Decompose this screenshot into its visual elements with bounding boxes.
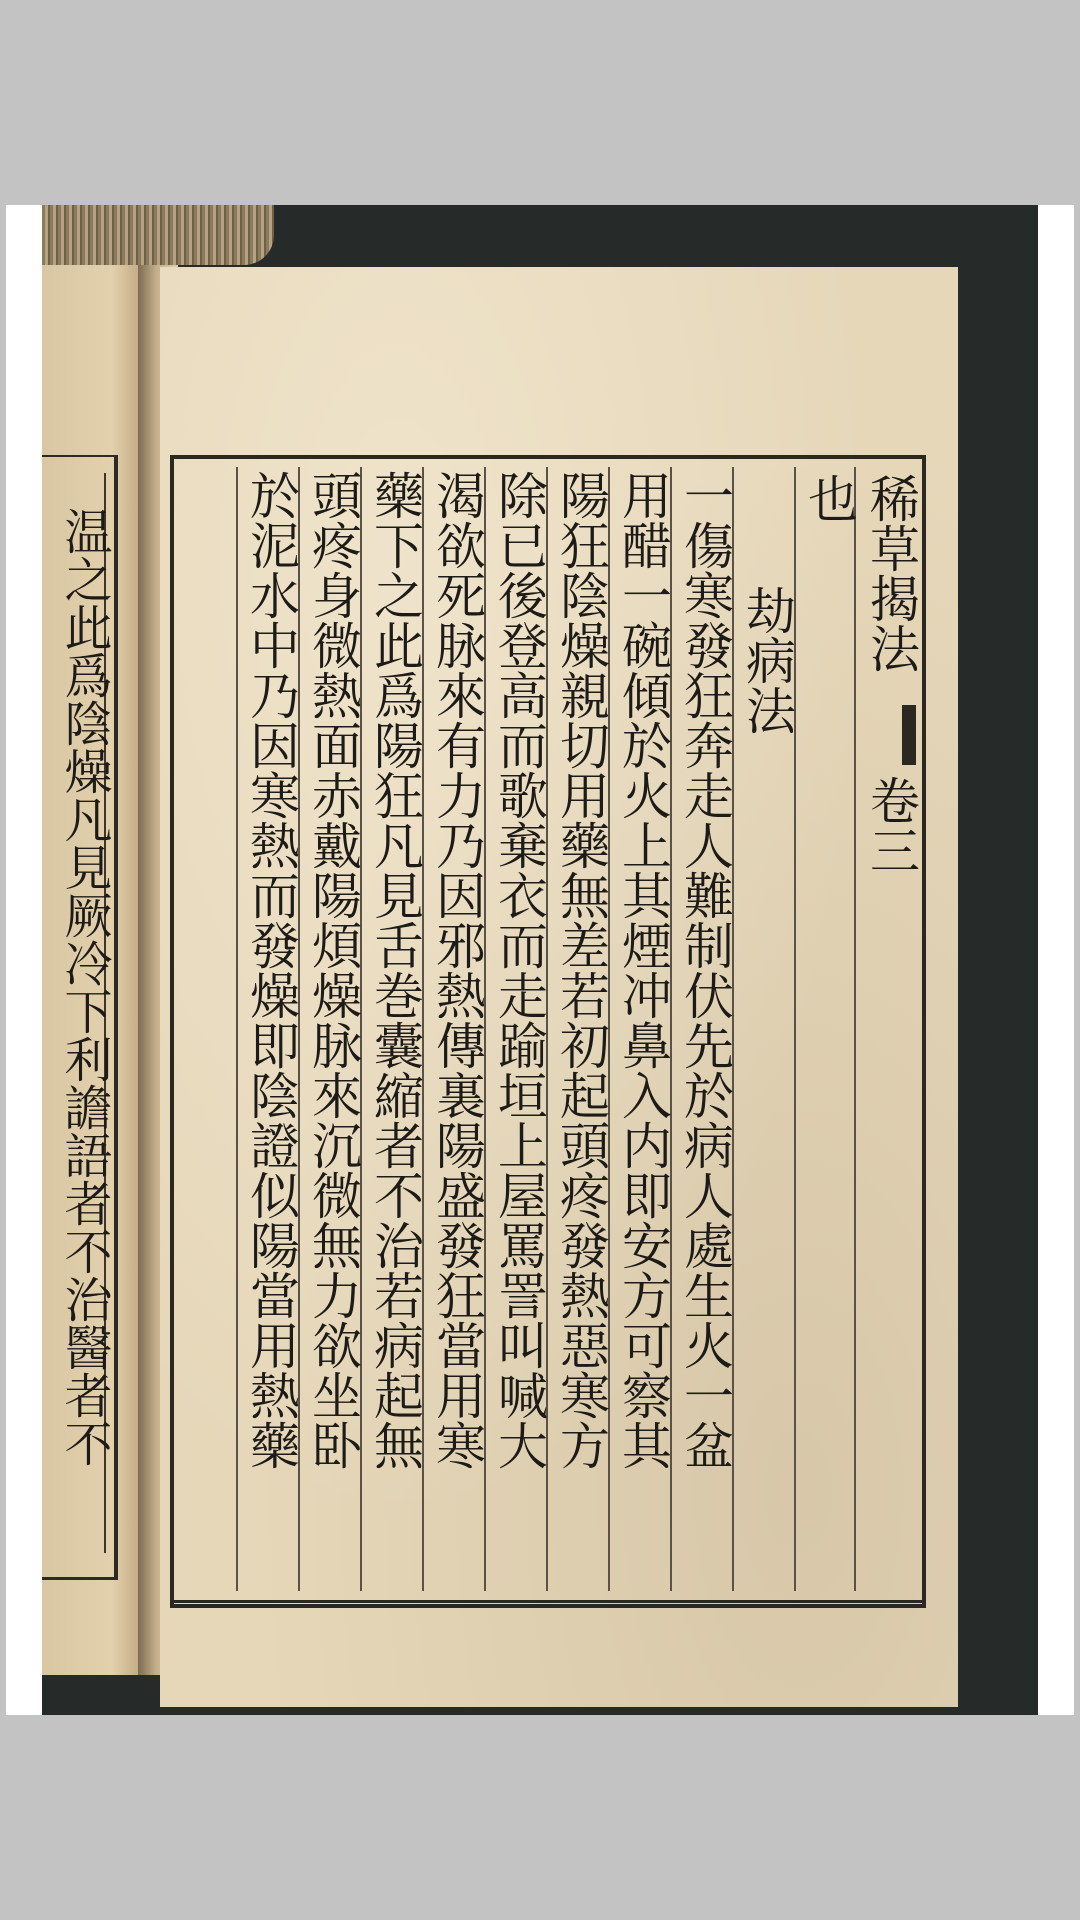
body-column-8: 於泥水中乃因寒熱而發燥即陰證似陽當用熱藥: [242, 470, 300, 1470]
page-edges: [42, 205, 274, 265]
text-char-ye: 也: [800, 473, 858, 523]
juan-label: 卷三: [862, 775, 920, 875]
body-column-5: 渴欲死脉來有力乃因邪熱傳裏陽盛發狂當用寒: [428, 470, 486, 1470]
body-column-1: 一傷寒發狂奔走人難制伏先於病人處生火一盆: [676, 470, 734, 1470]
body-column-7: 頭疼身微熱面赤戴陽煩燥脉來沉微無力欲坐卧: [304, 470, 362, 1470]
body-column-2: 用醋一碗傾於火上其煙冲鼻入内即安方可察其: [614, 470, 672, 1470]
body-column-3: 陽狂陰燥親切用藥無差若初起頭疼發熱惡寒方: [552, 470, 610, 1470]
scanned-book-page: [42, 205, 1038, 1715]
header-title: 稀草揭法: [862, 473, 920, 673]
left-page-text-column: 温之此爲陰燥凡見厥冷下利譫語者不治醫者不: [56, 507, 112, 1467]
column-rule: [236, 467, 238, 1591]
juan-marker: [902, 705, 916, 765]
body-column-6: 藥下之此爲陽狂凡見舌巻囊縮者不治若病起無: [366, 470, 424, 1470]
left-page: [42, 245, 142, 1675]
body-column-4: 除已後登高而歌棄衣而走踰垣上屋罵詈叫喊大: [490, 470, 548, 1470]
bottom-rule: [170, 1600, 926, 1603]
column-rule: [854, 467, 856, 1591]
section-title: 劫病法: [738, 585, 796, 735]
